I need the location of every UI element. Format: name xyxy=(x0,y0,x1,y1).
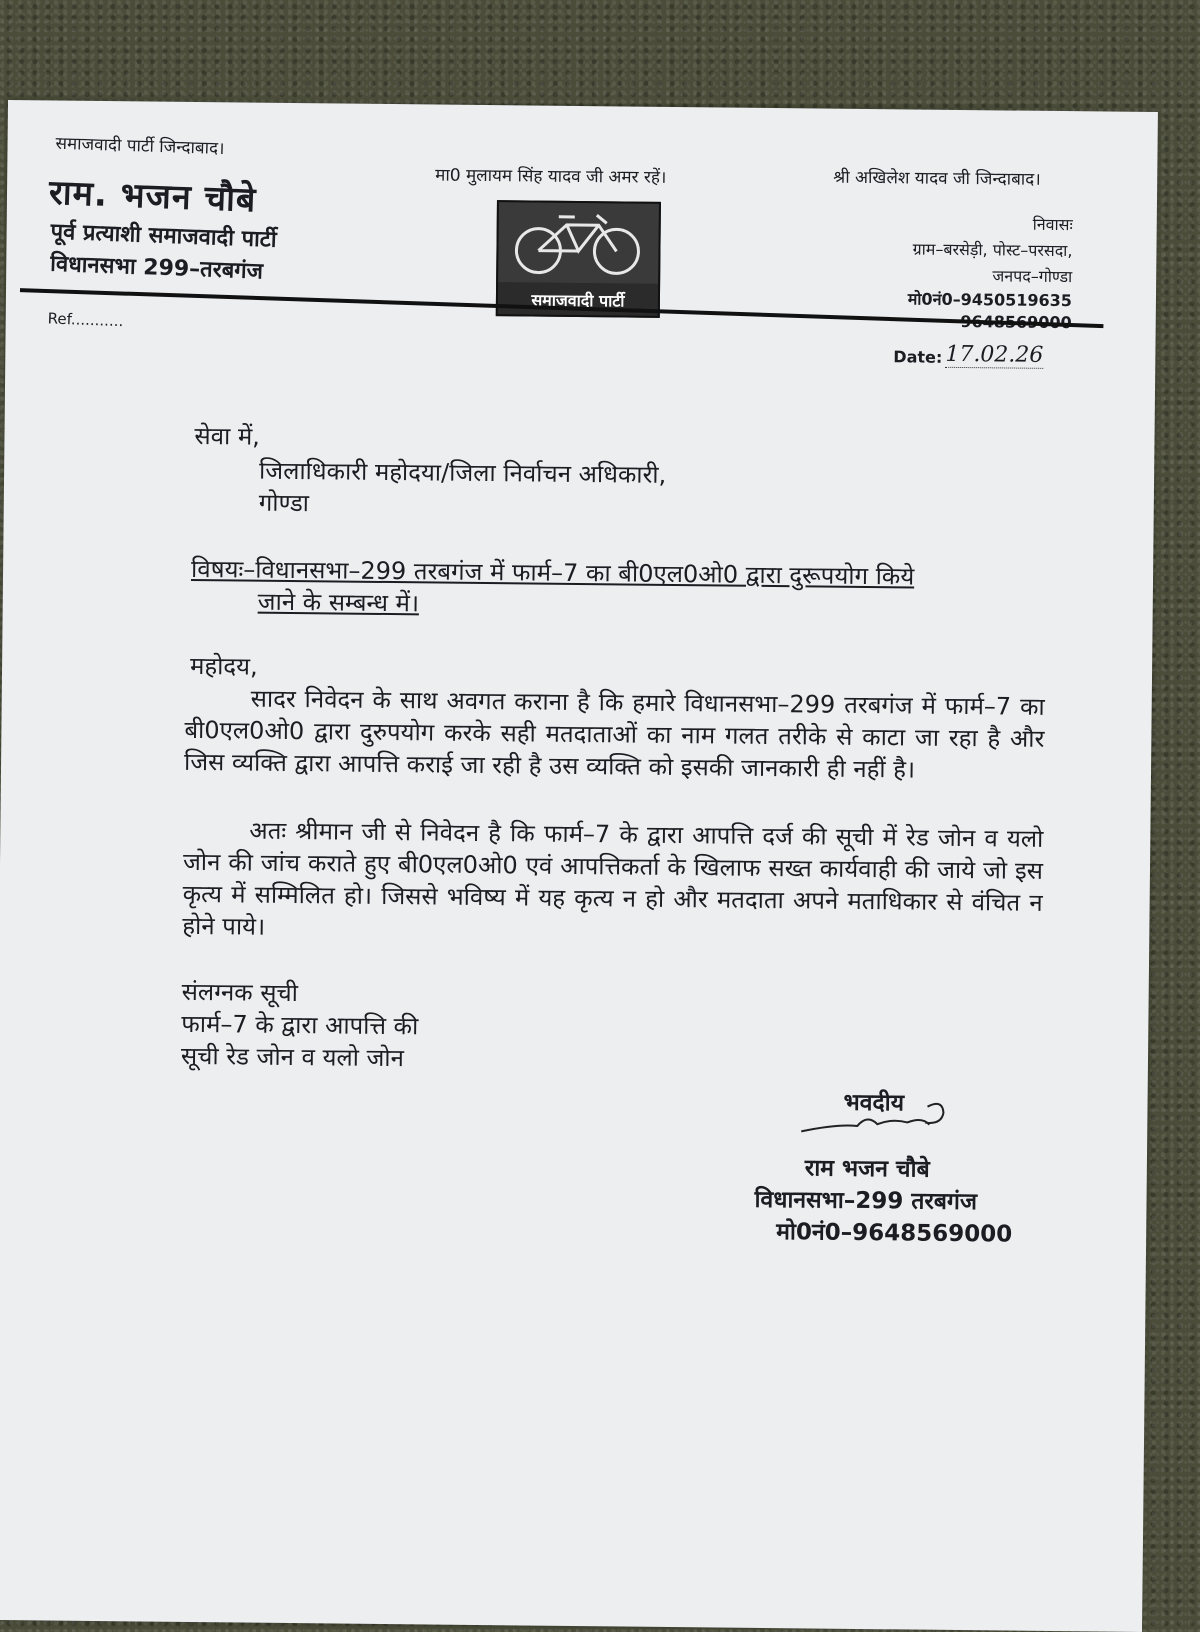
slogan-left: समाजवादी पार्टी जिन्दाबाद। xyxy=(55,133,225,160)
subject-line2: जाने के सम्बन्ध में। xyxy=(257,587,420,618)
subject-line1: विषयः–विधानसभा–299 तरबगंज में फार्म–7 का बी0एल0ओ0 द्वारा दुरूपयोग किये xyxy=(190,554,915,591)
ref-field: Ref........... xyxy=(47,309,124,331)
address-label: निवासः xyxy=(1032,214,1073,235)
recipient-line2: गोण्डा xyxy=(258,488,310,518)
date-value: 17.02.26 xyxy=(945,341,1044,368)
slogan-center: मा0 मुलायम सिंह यादव जी अमर रहें। xyxy=(435,165,667,188)
greeting: महोदय, xyxy=(189,651,258,681)
signer-mobile: मो0नं0–9648569000 xyxy=(776,1219,1013,1248)
paragraph-2: अतः श्रीमान जी से निवेदन है कि फार्म–7 के द्वारा आपत्ति दर्ज की सूची में रेड जोन व यलो जोन की जांच कराते हुए बी0एल0ओ0 एवं आपत्तिकर्ता के खिलाफ सख्त कार्यवाही की जाये जो इस कृत्य में सम्मिलित हो। जिससे भविष्य में यह कृत्य न हो और मतदाता अपने मताधिकार से वंचित न होने पाये। xyxy=(182,816,1044,941)
address-line1: ग्राम–बरसेड़ी, पोस्ट–परसदा, xyxy=(912,239,1073,261)
closing: भवदीय xyxy=(843,1089,905,1117)
party-logo xyxy=(496,200,661,318)
address-line2: जनपद–गोण्डा xyxy=(992,266,1073,287)
mobile-number-1: मो0नं0–9450519635 xyxy=(907,289,1073,311)
enclosure-title: संलग्नक सूची xyxy=(181,977,299,1008)
signer-name: राम भजन चौबे xyxy=(804,1155,930,1183)
enclosure-line2: सूची रेड जोन व यलो जोन xyxy=(180,1041,405,1073)
letter-paper xyxy=(0,100,1158,1632)
bicycle-icon xyxy=(498,202,659,284)
enclosure-line1: फार्म–7 के द्वारा आपत्ति की xyxy=(181,1009,419,1041)
recipient-line1: जिलाधिकारी महोदया/जिला निर्वाचन अधिकारी, xyxy=(258,456,667,489)
logo-caption: समाजवादी पार्टी xyxy=(531,290,625,311)
letterhead-designation: पूर्व प्रत्याशी समाजवादी पार्टी xyxy=(50,219,277,253)
signature-mark xyxy=(797,1093,958,1145)
signer-constituency: विधानसभा–299 तरबगंज xyxy=(754,1186,978,1216)
slogan-right: श्री अखिलेश यादव जी जिन्दाबाद। xyxy=(833,167,1041,190)
letterhead-constituency: विधानसभा 299–तरबगंज xyxy=(49,251,264,285)
letterhead-name: राम. भजन चौबे xyxy=(48,172,258,221)
paragraph-1: सादर निवेदन के साथ अवगत कराना है कि हमारे विधानसभा–299 तरबगंज में फार्म–7 का बी0एल0ओ0 द्वारा दुरुपयोग करके सही मतदाताओं का नाम गलत तरीके से काटा जा रहा है और जिस व्यक्ति द्वारा आपत्ति कराई जा रही है उस व्यक्ति को इसकी जानकारी ही नहीं है। xyxy=(183,684,1045,784)
salutation-to: सेवा में, xyxy=(194,421,261,451)
date-label: Date: xyxy=(893,347,943,367)
